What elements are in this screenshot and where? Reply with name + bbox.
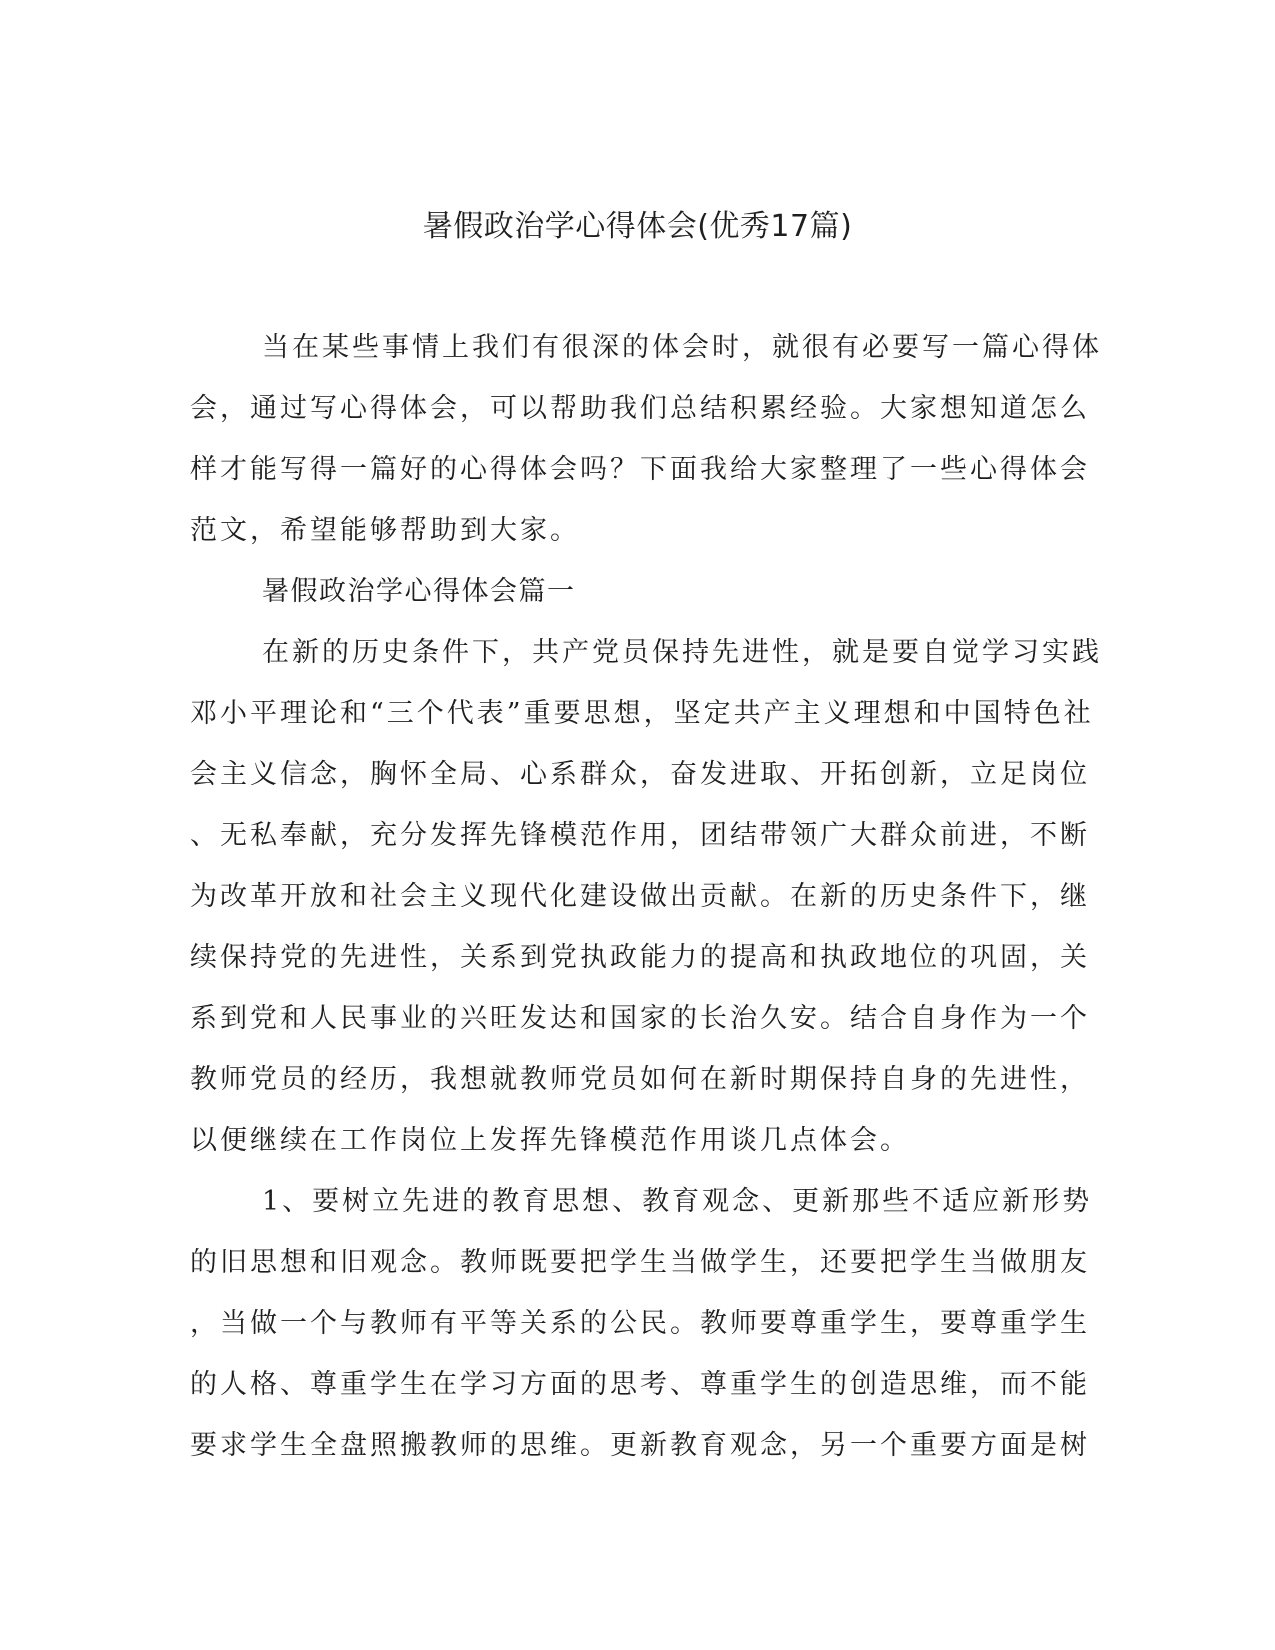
document-body bbox=[190, 328, 1102, 1487]
paragraph-line: ，当做一个与教师有平等关系的公民。教师要尊重学生，要尊重学生 bbox=[190, 1308, 1090, 1339]
paragraph-line: 在新的历史条件下，共产党员保持先进性，就是要自觉学习实践 bbox=[262, 637, 1102, 668]
paragraph-line: 的旧思想和旧观念。教师既要把学生当做学生，还要把学生当做朋友 bbox=[190, 1247, 1090, 1278]
paragraph-line: 要求学生全盘照搬教师的思维。更新教育观念，另一个重要方面是树 bbox=[190, 1430, 1090, 1461]
paragraph-line: 样才能写得一篇好的心得体会吗？下面我给大家整理了一些心得体会 bbox=[190, 454, 1090, 485]
paragraph-line: 当在某些事情上我们有很深的体会时，就很有必要写一篇心得体 bbox=[262, 332, 1102, 363]
paragraph-line: 会主义信念，胸怀全局、心系群众，奋发进取、开拓创新，立足岗位 bbox=[190, 759, 1090, 790]
paragraph-line: 会，通过写心得体会，可以帮助我们总结积累经验。大家想知道怎么 bbox=[190, 393, 1090, 424]
paragraph-line: 的人格、尊重学生在学习方面的思考、尊重学生的创造思维，而不能 bbox=[190, 1369, 1090, 1400]
paragraph-line: 邓小平理论和“三个代表”重要思想，坚定共产主义理想和中国特色社 bbox=[190, 698, 1094, 729]
document-title: 暑假政治学心得体会(优秀17篇) bbox=[422, 209, 853, 244]
paragraph-line: 1、要树立先进的教育思想、教育观念、更新那些不适应新形势 bbox=[262, 1186, 1093, 1217]
paragraph-line: 为改革开放和社会主义现代化建设做出贡献。在新的历史条件下，继 bbox=[190, 881, 1090, 912]
section-heading: 暑假政治学心得体会篇一 bbox=[262, 576, 576, 607]
paragraph-line: 、无私奉献，充分发挥先锋模范作用，团结带领广大群众前进，不断 bbox=[190, 820, 1090, 851]
paragraph-line: 范文，希望能够帮助到大家。 bbox=[190, 515, 580, 546]
paragraph-line: 以便继续在工作岗位上发挥先锋模范作用谈几点体会。 bbox=[190, 1125, 910, 1156]
paragraph-line: 续保持党的先进性，关系到党执政能力的提高和执政地位的巩固，关 bbox=[190, 942, 1090, 973]
paragraph-line: 教师党员的经历，我想就教师党员如何在新时期保持自身的先进性， bbox=[190, 1064, 1090, 1095]
paragraph-line: 系到党和人民事业的兴旺发达和国家的长治久安。结合自身作为一个 bbox=[190, 1003, 1090, 1034]
